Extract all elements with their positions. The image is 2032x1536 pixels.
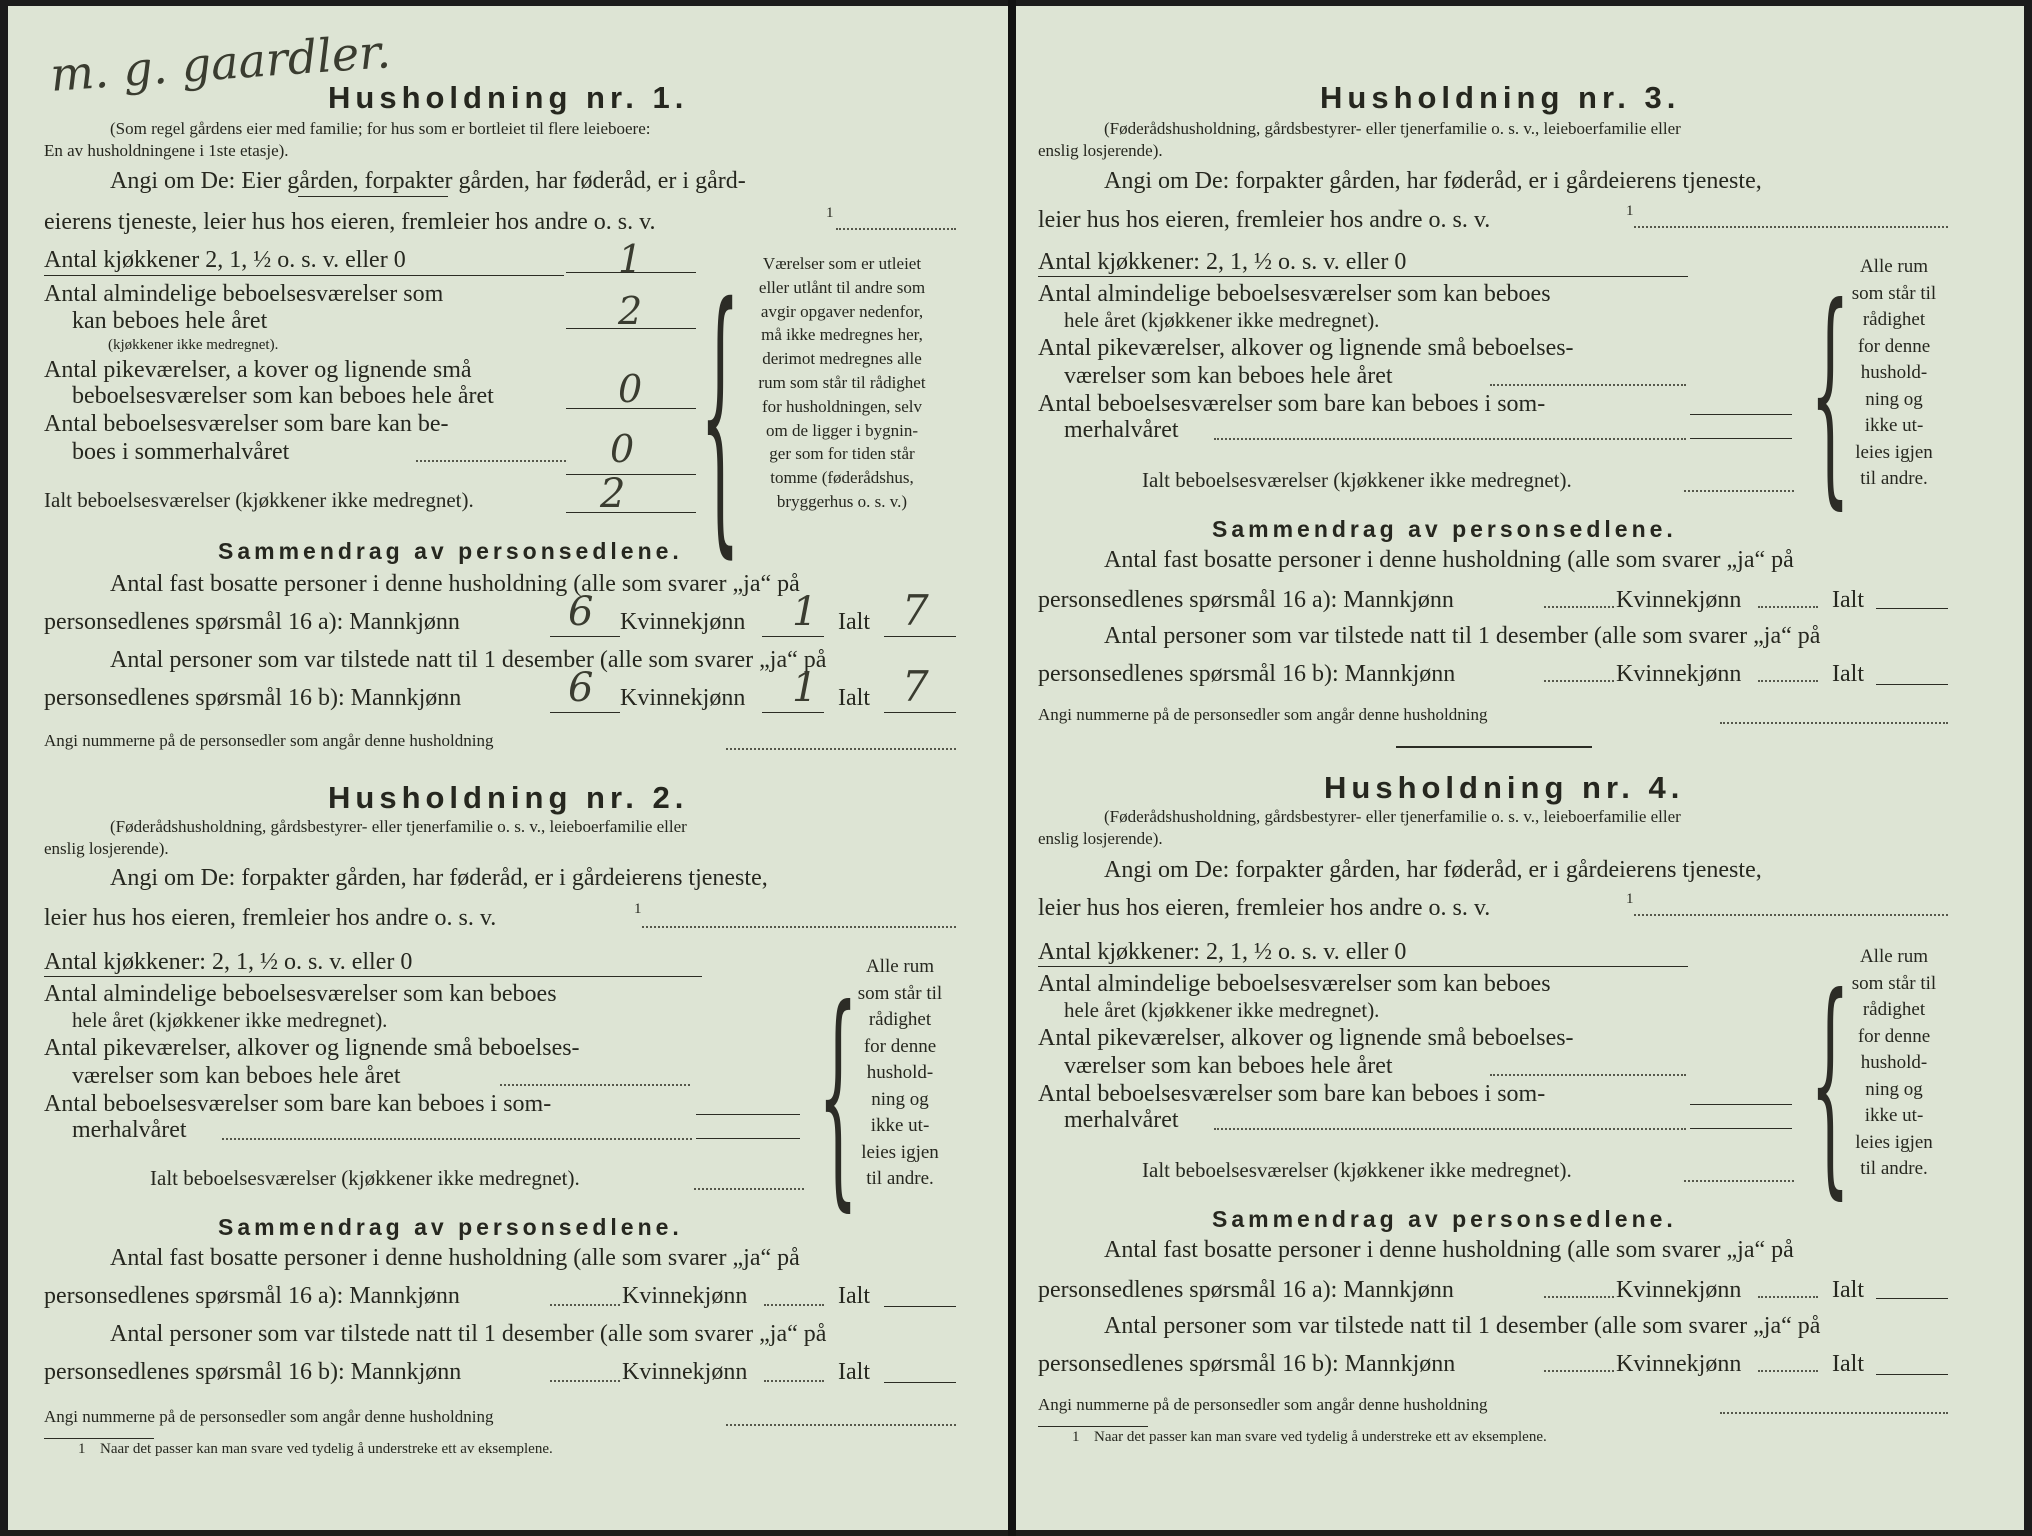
footnote-mark: 1: [1626, 203, 1634, 219]
rooms-kitchens: Antal kjøkkener 2, 1, ½ o. s. v. eller 0: [44, 247, 406, 273]
summary-a-female-label: Kvinnekjønn: [1616, 587, 1742, 613]
dotted-leader: [222, 1138, 692, 1140]
answer-maid: 0: [618, 367, 643, 411]
household-2-question: leier hus hos eieren, fremleier hos andre o. s. v.: [44, 905, 497, 931]
rooms-summer: Antal beboelsesværelser som bare kan beboes i som-: [1038, 391, 1546, 417]
household-2-question: Angi om De: forpakter gården, har føderåd, er i gårdeierens tjeneste,: [110, 865, 768, 891]
dotted-leader: [500, 1084, 690, 1086]
answer-line: [550, 712, 620, 713]
answer-line: [566, 272, 696, 273]
answer-line: [726, 748, 956, 750]
summary-b-total-label: Ialt: [838, 685, 870, 711]
summary-b-male: 6: [568, 665, 594, 711]
answer-line: [1544, 680, 1614, 682]
answer-line: [1690, 438, 1792, 439]
answer-line: [1634, 914, 1948, 916]
answer-line: [694, 1188, 804, 1190]
answer-line: [1876, 684, 1948, 685]
dotted-leader: [1490, 384, 1686, 386]
brace: {: [1810, 258, 1851, 531]
household-3-intro: enslig losjerende).: [1038, 141, 1163, 160]
summary-a-total-label: Ialt: [838, 609, 870, 635]
household-3-numbers: Angi nummerne på de personsedler som angår denne husholdning: [1038, 705, 1488, 724]
household-1-note: Værelser som er utleiet eller utlånt til andre som avgir opgaver nedenfor, må ikke medregnes her, derimot medregnes alle rum som står til rådighet for husholdningen, selv om de ligger i bygnin- ger som for tiden står tomme (føderådshus, bryggerhus o. s. v.): [758, 254, 926, 511]
rooms-maid: beboelsesværelser som kan beboes hele året: [72, 383, 494, 409]
answer-line: [1690, 414, 1792, 415]
footnote-mark: 1: [1072, 1429, 1080, 1445]
rooms-maid: Antal pikeværelser, alkover og lignende små beboelses-: [1038, 1025, 1574, 1051]
answer-line: [764, 1304, 824, 1306]
rooms-maid: værelser som kan beboes hele året: [72, 1063, 401, 1089]
answer-line: [550, 1304, 620, 1306]
rooms-maid: Antal pikeværelser, alkover og lignende små beboelses-: [44, 1035, 580, 1061]
summary-a-female-label: Kvinnekjønn: [1616, 1277, 1742, 1303]
rooms-summer: Antal beboelsesværelser som bare kan beboes i som-: [44, 1091, 552, 1117]
answer-line: [1684, 490, 1794, 492]
rooms-summer: merhalvåret: [1064, 417, 1179, 443]
brace: {: [1810, 948, 1851, 1221]
summary-b-female-label: Kvinnekjønn: [622, 1359, 748, 1385]
rooms-summer: Antal beboelsesværelser som bare kan be-: [44, 411, 449, 437]
summary-a-female: 1: [792, 589, 818, 635]
rooms-ordinary: Antal almindelige beboelsesværelser som kan beboes: [44, 981, 557, 1007]
answer-total: 2: [600, 471, 626, 517]
household-4-note: Alle rum som står til rådighet for denne hushold- ning og ikke ut- leies igjen til andre.: [1851, 946, 1937, 1179]
answer-line: [726, 1424, 956, 1426]
household-2-summary-title: Sammendrag av personsedlene.: [218, 1214, 683, 1240]
footnote-mark: 1: [826, 205, 834, 221]
answer-line: [884, 636, 956, 637]
summary-b-female-label: Kvinnekjønn: [1616, 661, 1742, 687]
answer-line: [696, 1138, 800, 1139]
household-4-intro: enslig losjerende).: [1038, 829, 1163, 848]
separator: [44, 275, 564, 276]
household-4-question: Angi om De: forpakter gården, har føderåd, er i gårdeierens tjeneste,: [1104, 857, 1762, 883]
separator: [44, 976, 702, 977]
brace: {: [700, 248, 741, 584]
answer-line: [884, 712, 956, 713]
answer-ordinary: 2: [618, 289, 643, 333]
household-4-intro: (Føderådshusholdning, gårdsbestyrer- eller tjenerfamilie o. s. v., leieboerfamilie eller: [1104, 807, 1681, 826]
answer-line: [550, 636, 620, 637]
summary-a-line2: personsedlenes spørsmål 16 a): Mannkjønn: [44, 609, 460, 635]
household-1-question: Angi om De: Eier gården, forpakter gården, har føderåd, er i gård-: [110, 168, 746, 194]
rooms-maid: Antal pikeværelser, a kover og lignende små: [44, 357, 472, 383]
household-2-intro: (Føderådshusholdning, gårdsbestyrer- eller tjenerfamilie o. s. v., leieboerfamilie eller: [110, 817, 687, 836]
footnote-right: Naar det passer kan man svare ved tydelig å understreke ett av eksemplene.: [1094, 1429, 1547, 1445]
summary-a-line2: personsedlenes spørsmål 16 a): Mannkjønn: [44, 1283, 460, 1309]
summary-a-total-label: Ialt: [838, 1283, 870, 1309]
summary-b-total-label: Ialt: [1832, 1351, 1864, 1377]
summary-b-line2: personsedlenes spørsmål 16 b): Mannkjønn: [44, 685, 462, 711]
rooms-summer: Antal beboelsesværelser som bare kan beboes i som-: [1038, 1081, 1546, 1107]
answer-kitchens: 1: [618, 237, 643, 281]
answer-line: [566, 474, 696, 475]
footnote-rule: [44, 1438, 154, 1439]
dotted-leader: [1214, 438, 1686, 440]
rooms-summer: boes i sommerhalvåret: [72, 439, 290, 465]
summary-b-female: 1: [792, 665, 818, 711]
answer-line: [1720, 1412, 1948, 1414]
household-1-numbers: Angi nummerne på de personsedler som angår denne husholdning: [44, 731, 494, 750]
answer-line: [696, 1114, 800, 1115]
household-2-numbers: Angi nummerne på de personsedler som angår denne husholdning: [44, 1407, 494, 1426]
rooms-ordinary: kan beboes hele året: [72, 308, 268, 334]
rooms-ordinary: Antal almindelige beboelsesværelser som: [44, 281, 444, 307]
answer-line: [836, 228, 956, 230]
summary-b-line1: Antal personer som var tilstede natt til 1 desember (alle som svarer „ja“ på: [110, 1321, 827, 1347]
summary-a-line1: Antal fast bosatte personer i denne husholdning (alle som svarer „ja“ på: [110, 571, 800, 597]
brace: {: [818, 960, 859, 1233]
dotted-leader: [1214, 1128, 1686, 1130]
rooms-total: Ialt beboelsesværelser (kjøkkener ikke medregnet).: [150, 1166, 580, 1190]
answer-line: [884, 1306, 956, 1307]
rooms-kitchens: Antal kjøkkener: 2, 1, ½ o. s. v. eller 0: [1038, 939, 1407, 965]
summary-b-line1: Antal personer som var tilstede natt til 1 desember (alle som svarer „ja“ på: [110, 647, 827, 673]
summary-a-line2: personsedlenes spørsmål 16 a): Mannkjønn: [1038, 1277, 1454, 1303]
handwritten-header: m. g. gaardler.: [48, 24, 393, 102]
summary-a-line1: Antal fast bosatte personer i denne husholdning (alle som svarer „ja“ på: [1104, 1237, 1794, 1263]
rooms-summer: merhalvåret: [72, 1117, 187, 1143]
summary-b-line2: personsedlenes spørsmål 16 b): Mannkjønn: [44, 1359, 462, 1385]
household-1-question: eierens tjeneste, leier hus hos eieren, fremleier hos andre o. s. v.: [44, 209, 656, 235]
household-1-title: Husholdning nr. 1.: [328, 80, 689, 115]
answer-line: [1758, 1370, 1818, 1372]
answer-line: [1684, 1180, 1794, 1182]
household-3-summary-title: Sammendrag av personsedlene.: [1212, 516, 1677, 542]
summary-b-total: 7: [902, 662, 929, 711]
footnote-mark: 1: [1626, 891, 1634, 907]
household-4-title: Husholdning nr. 4.: [1324, 770, 1685, 805]
household-2-intro: enslig losjerende).: [44, 839, 169, 858]
household-4-question: leier hus hos eieren, fremleier hos andre o. s. v.: [1038, 895, 1491, 921]
rooms-ordinary-note: (kjøkkener ikke medregnet).: [108, 337, 279, 353]
answer-line: [1876, 608, 1948, 609]
rooms-total: Ialt beboelsesværelser (kjøkkener ikke medregnet).: [1142, 1158, 1572, 1182]
dotted-leader: [1490, 1074, 1686, 1076]
answer-line: [1876, 1374, 1948, 1375]
summary-a-female-label: Kvinnekjønn: [622, 1283, 748, 1309]
answer-line: [1758, 680, 1818, 682]
summary-a-male: 6: [568, 589, 594, 635]
separator: [1038, 276, 1688, 277]
household-3-question: Angi om De: forpakter gården, har føderåd, er i gårdeierens tjeneste,: [1104, 168, 1762, 194]
rooms-ordinary: hele året (kjøkkener ikke medregnet).: [1064, 308, 1380, 332]
footnote-left: Naar det passer kan man svare ved tydelig å understreke ett av eksemplene.: [100, 1441, 553, 1457]
summary-a-line1: Antal fast bosatte personer i denne husholdning (alle som svarer „ja“ på: [110, 1245, 800, 1271]
rooms-total: Ialt beboelsesværelser (kjøkkener ikke medregnet).: [1142, 468, 1572, 492]
household-2-title: Husholdning nr. 2.: [328, 780, 689, 815]
summary-b-line1: Antal personer som var tilstede natt til 1 desember (alle som svarer „ja“ på: [1104, 1313, 1821, 1339]
summary-b-line1: Antal personer som var tilstede natt til 1 desember (alle som svarer „ja“ på: [1104, 623, 1821, 649]
footnote-mark: 1: [634, 901, 642, 917]
answer-line: [1544, 1370, 1614, 1372]
household-1-intro: (Som regel gårdens eier med familie; for hus som er bortleiet til flere leieboere:: [110, 119, 651, 138]
summary-a-line2: personsedlenes spørsmål 16 a): Mannkjønn: [1038, 587, 1454, 613]
answer-line: [642, 926, 956, 928]
summary-b-total-label: Ialt: [1832, 661, 1864, 687]
answer-line: [762, 636, 824, 637]
summary-a-total-label: Ialt: [1832, 1277, 1864, 1303]
household-1-summary-title: Sammendrag av personsedlene.: [218, 538, 683, 564]
household-3-intro: (Føderådshusholdning, gårdsbestyrer- eller tjenerfamilie o. s. v., leieboerfamilie eller: [1104, 119, 1681, 138]
summary-b-female-label: Kvinnekjønn: [620, 685, 746, 711]
answer-line: [1758, 606, 1818, 608]
rooms-kitchens: Antal kjøkkener: 2, 1, ½ o. s. v. eller 0: [44, 949, 413, 975]
answer-line: [1544, 1296, 1614, 1298]
answer-line: [1758, 1296, 1818, 1298]
summary-a-total-label: Ialt: [1832, 587, 1864, 613]
rooms-total: Ialt beboelsesværelser (kjøkkener ikke medregnet).: [44, 488, 474, 512]
household-4-summary-title: Sammendrag av personsedlene.: [1212, 1206, 1677, 1232]
answer-line: [1544, 606, 1614, 608]
rooms-maid: Antal pikeværelser, alkover og lignende små beboelses-: [1038, 335, 1574, 361]
answer-summer: 0: [610, 427, 635, 471]
summary-b-line2: personsedlenes spørsmål 16 b): Mannkjønn: [1038, 1351, 1456, 1377]
household-3-note: Alle rum som står til rådighet for denne hushold- ning og ikke ut- leies igjen til andre.: [1851, 256, 1937, 489]
household-4-numbers: Angi nummerne på de personsedler som angår denne husholdning: [1038, 1395, 1488, 1414]
rooms-ordinary: Antal almindelige beboelsesværelser som kan beboes: [1038, 281, 1551, 307]
rooms-ordinary: hele året (kjøkkener ikke medregnet).: [72, 1008, 388, 1032]
rooms-summer: merhalvåret: [1064, 1107, 1179, 1133]
rooms-maid: værelser som kan beboes hele året: [1064, 1053, 1393, 1079]
footnote-rule: [1038, 1426, 1148, 1427]
answer-line: [1876, 1298, 1948, 1299]
answer-line: [1634, 226, 1948, 228]
summary-a-female-label: Kvinnekjønn: [620, 609, 746, 635]
underline-eier: [298, 196, 448, 197]
separator: [1038, 966, 1688, 967]
answer-line: [762, 712, 824, 713]
rooms-kitchens: Antal kjøkkener: 2, 1, ½ o. s. v. eller 0: [1038, 249, 1407, 275]
summary-b-female-label: Kvinnekjønn: [1616, 1351, 1742, 1377]
rooms-ordinary: hele året (kjøkkener ikke medregnet).: [1064, 998, 1380, 1022]
rooms-maid: værelser som kan beboes hele året: [1064, 363, 1393, 389]
answer-line: [550, 1380, 620, 1382]
dotted-leader: [416, 460, 566, 462]
household-2-note: Alle rum som står til rådighet for denne hushold- ning og ikke ut- leies igjen til andre.: [857, 956, 943, 1189]
summary-a-line1: Antal fast bosatte personer i denne husholdning (alle som svarer „ja“ på: [1104, 547, 1794, 573]
rooms-ordinary: Antal almindelige beboelsesværelser som kan beboes: [1038, 971, 1551, 997]
household-3-question: leier hus hos eieren, fremleier hos andre o. s. v.: [1038, 207, 1491, 233]
answer-line: [884, 1382, 956, 1383]
answer-line: [566, 512, 696, 513]
summary-a-total: 7: [902, 586, 929, 635]
page-fold: [1008, 0, 1016, 1536]
household-3-title: Husholdning nr. 3.: [1320, 80, 1681, 115]
answer-line: [566, 408, 696, 409]
answer-line: [1690, 1104, 1792, 1105]
answer-line: [764, 1380, 824, 1382]
answer-line: [566, 328, 696, 329]
footnote-mark: 1: [78, 1441, 86, 1457]
summary-b-total-label: Ialt: [838, 1359, 870, 1385]
answer-line: [1690, 1128, 1792, 1129]
household-1-intro: En av husholdningene i 1ste etasje).: [44, 141, 289, 160]
section-divider: [1396, 746, 1592, 748]
summary-b-line2: personsedlenes spørsmål 16 b): Mannkjønn: [1038, 661, 1456, 687]
answer-line: [1720, 722, 1948, 724]
